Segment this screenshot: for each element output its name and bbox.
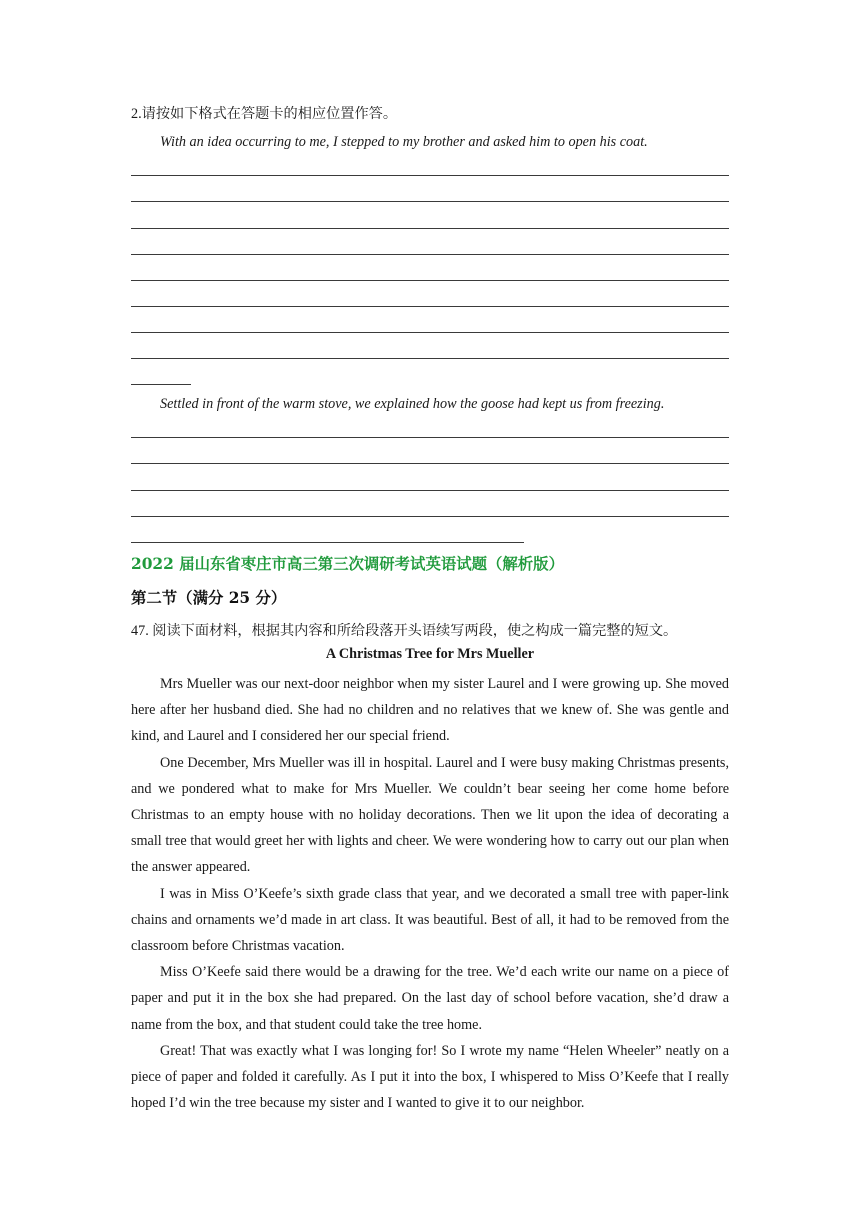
story-title: A Christmas Tree for Mrs Mueller (325, 646, 535, 662)
story-paragraph: Great! That was exactly what I was longing for! So I wrote my name “Helen Wheeler” neatly on a piece of paper and folded it carefully. As I put it into the box, I whispered to Miss O’Keefe that I really hoped I’d win the tree because my sister and I wanted to give it to our neighbor. (131, 1042, 729, 1112)
answer-line (131, 254, 729, 255)
answer-line (131, 490, 729, 491)
story-body (131, 671, 729, 1116)
answer-line (131, 437, 729, 438)
story-paragraph: Miss O’Keefe said there would be a drawing for the tree. We’d each write our name on a piece of paper and put it in the box she had prepared. On the last day of school before vacation, she’d draw a name from the box, and that student could take the tree home. (131, 964, 729, 1033)
answer-line (131, 463, 729, 464)
instruction-block (131, 101, 729, 127)
answer-line (131, 280, 729, 281)
question-text: 47. 阅读下面材料，根据其内容和所给段落开头语续写两段，使之构成一篇完整的短文。 (131, 623, 678, 639)
answer-line (131, 175, 729, 176)
continuation-prompt-1: With an idea occurring to me, I stepped to my brother and asked him to open his coat. (160, 134, 648, 150)
answer-line (131, 228, 729, 229)
answer-line (131, 306, 729, 307)
prompt-2-block (131, 391, 729, 417)
prompt-1-block (131, 129, 729, 155)
answer-line (131, 201, 729, 202)
story-paragraph: I was in Miss O’Keefe’s sixth grade class that year, and we decorated a small tree with paper-link chains and ornaments we’d made in art class. It was beautiful. Best of all, it had to be removed from the classroom before Christmas vacation. (131, 885, 729, 955)
answer-line-short (131, 384, 191, 385)
answer-line (131, 516, 729, 517)
story-paragraph: Mrs Mueller was our next-door neighbor when my sister Laurel and I were growing up. She moved here after her husband died. She had no children and no relatives that we knew of. She was gentle and kind, and Laurel and I considered her our special friend. (131, 676, 729, 745)
answer-line (131, 332, 729, 333)
continuation-prompt-2: Settled in front of the warm stove, we explained how the goose had kept us from freezing. (160, 396, 665, 412)
story-paragraph: One December, Mrs Mueller was ill in hospital. Laurel and I were busy making Christmas presents, and we pondered what to make for Mrs Mueller. We couldn’t bear seeing her come home before Christmas to an empty house with no holiday decorations. Then we lit upon the idea of decorating a small tree that would greet her with lights and cheer. We were wondering how to carry out our plan when the answer appeared. (131, 754, 729, 876)
question-block (131, 618, 729, 644)
answer-line (131, 358, 729, 359)
answer-line-short (131, 542, 524, 543)
section-heading: 第二节（满分 25 分） (131, 589, 287, 607)
instruction-text: 2.请按如下格式在答题卡的相应位置作答。 (131, 106, 398, 122)
exam-title: 2022 届山东省枣庄市高三第三次调研考试英语试题（解析版） (131, 555, 564, 573)
